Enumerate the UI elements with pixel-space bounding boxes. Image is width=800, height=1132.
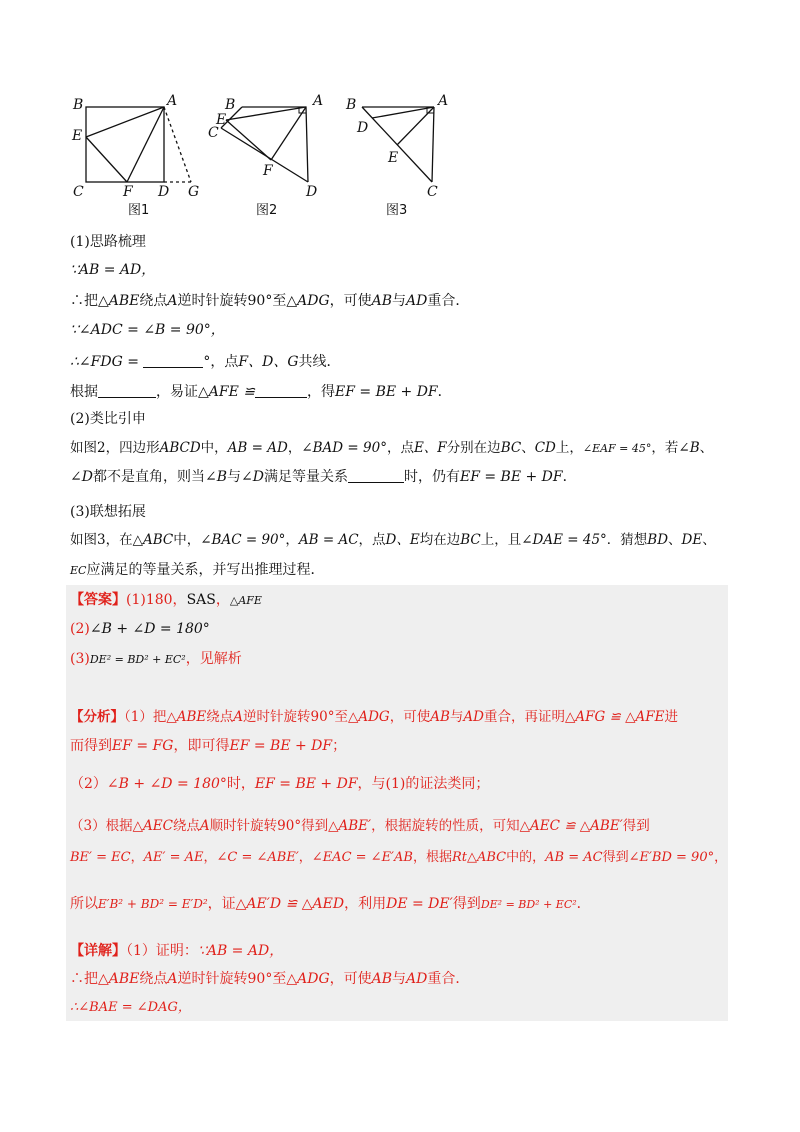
math: AB = AC: [545, 850, 603, 865]
math: ∠EAC = ∠E′AB: [311, 850, 413, 865]
part3-title: [70, 501, 146, 523]
text: ，: [714, 850, 728, 865]
math: DE: [681, 532, 703, 548]
text: 中，: [200, 440, 228, 456]
text: 绕点: [139, 971, 168, 987]
text: 与: [392, 971, 407, 987]
text: 、: [521, 440, 535, 456]
math: CD: [534, 440, 556, 456]
text: 上，: [555, 440, 583, 456]
part1-line1-text: ∵AB = AD，: [70, 262, 156, 278]
analysis-line1: [70, 706, 678, 728]
answer-blank: [255, 383, 307, 398]
math: △ADG: [347, 709, 390, 725]
math: DE = DE′: [386, 896, 453, 912]
text: 至: [272, 293, 287, 309]
math: AD: [406, 293, 428, 309]
text: 绕点: [172, 818, 200, 834]
text: 逆时针旋转: [177, 971, 248, 987]
fig2-point-A: A: [313, 93, 324, 109]
part1-line1: [70, 259, 155, 281]
text: 顺时针旋转: [209, 818, 278, 834]
text: ，可使: [329, 971, 372, 987]
answer-blank: [143, 353, 203, 368]
part2-title: [70, 408, 146, 430]
text: 重合．: [427, 971, 470, 987]
math: BE′ = EC: [70, 850, 131, 865]
text: ，证: [207, 896, 236, 912]
math: DE² = BD² + EC²: [89, 653, 186, 666]
text: 得到: [301, 818, 329, 834]
figure-1: [86, 107, 191, 182]
fig2-point-E: E: [216, 112, 227, 128]
math: EF = BE + DF: [254, 776, 358, 792]
text: 时，仍有: [403, 469, 460, 485]
text: 根据: [70, 384, 98, 400]
math: △AFE: [229, 594, 262, 607]
math: AD: [463, 709, 484, 725]
math: ∠B + ∠D = 180°: [89, 621, 210, 637]
text: ．: [437, 384, 452, 400]
math: △AEC: [132, 818, 173, 834]
text: 而得到: [70, 738, 112, 754]
text: ，: [285, 532, 299, 548]
part2-line1: [70, 437, 713, 460]
fig3-point-E: E: [388, 150, 399, 166]
text: ，点: [358, 532, 386, 548]
analysis-line3: [70, 773, 489, 795]
math: EC: [70, 564, 87, 577]
math: ∠D: [241, 469, 264, 485]
math: ∠BAD = 90°: [301, 440, 387, 456]
part3-line1: [70, 529, 716, 551]
text: 得到: [602, 850, 629, 865]
math: ∵AB = AD，: [197, 943, 284, 959]
text: （1）证明：: [126, 943, 198, 959]
math: A: [233, 709, 244, 725]
math: BC: [500, 440, 522, 456]
text: (3): [70, 651, 90, 667]
text: 的证法类同；: [405, 776, 490, 792]
text: ，得: [307, 384, 335, 400]
text: ，根据: [412, 850, 452, 865]
text: ，若: [651, 440, 679, 456]
math: ∠B + ∠D = 180°: [106, 776, 227, 792]
detail-line1: [70, 940, 283, 962]
text: 、: [668, 532, 682, 548]
fig2-label: 图2: [256, 203, 278, 218]
fig3-point-D: D: [357, 120, 369, 136]
text: ，利用: [344, 896, 387, 912]
analysis-line4: [70, 815, 650, 837]
text: 共线．: [298, 354, 341, 370]
math: △AFG ≌ △AFE: [564, 709, 665, 725]
text: 中的，: [506, 850, 546, 865]
figure-3: [362, 107, 434, 182]
math: ∴∠BAE = ∠DAG，: [70, 1000, 191, 1015]
text: 进: [664, 709, 678, 725]
text: ，: [298, 850, 312, 865]
text: 分别在边: [446, 440, 501, 456]
part1-line5: [70, 381, 452, 403]
math: EF = BE + DF: [335, 384, 438, 400]
figures-svg: [70, 90, 470, 220]
math: △ABE: [98, 293, 140, 309]
text: ．: [562, 469, 577, 485]
math: EF = BE + DF: [459, 469, 563, 485]
math: ABCD: [159, 440, 201, 456]
fig2-segment-EF: [226, 120, 271, 160]
text: ，根据旋转的性质，可知: [371, 818, 520, 834]
math: A: [167, 971, 178, 987]
math: F、D、G: [238, 354, 299, 370]
text: (1)180，: [126, 592, 187, 608]
math: ∠D: [70, 469, 93, 485]
text: ，可使: [389, 709, 431, 725]
math: ∠BAC = 90°: [200, 532, 286, 548]
text: 至: [272, 971, 287, 987]
text: 所以: [70, 896, 98, 912]
part1-title: [70, 231, 146, 253]
math: ∠B: [678, 440, 700, 456]
text: ，点: [386, 440, 414, 456]
fig2-segment-FA: [271, 107, 306, 160]
math: AB: [371, 971, 393, 987]
fig3-point-C: C: [427, 184, 438, 200]
math: △ADG: [286, 971, 330, 987]
math: △ABE: [166, 709, 207, 725]
math: E、F: [413, 440, 447, 456]
math: ∠B: [204, 469, 227, 485]
text: 如图2，四边形: [70, 440, 160, 456]
fig1-point-D: D: [158, 184, 170, 200]
fig1-point-B: B: [73, 97, 84, 113]
math: E′B² + BD² = E′D²: [98, 897, 208, 911]
math: AB: [371, 293, 393, 309]
fig1-point-F: F: [123, 184, 133, 200]
text: 与: [392, 293, 407, 309]
text: 绕点: [139, 293, 168, 309]
math: AE′ = AE: [143, 850, 204, 865]
fig1-segment-AG: [164, 107, 191, 182]
fig1-segment-FA: [127, 107, 164, 182]
text: ．猜想: [606, 532, 648, 548]
answer-line3: [70, 648, 242, 671]
math: DE² = BD² + EC²: [480, 898, 577, 911]
fig1-point-A: A: [167, 93, 178, 109]
math: △AFE ≌: [198, 384, 255, 400]
part1-line2: [70, 290, 469, 312]
math: ∠C = ∠ABE′: [216, 850, 299, 865]
math: 90°: [310, 709, 335, 725]
text: ∴把: [70, 293, 98, 309]
math: △AEC ≌ △ABE′: [519, 818, 623, 834]
text: ，与: [357, 776, 386, 792]
math: AB: [430, 709, 450, 725]
math: ∠EAF = 45°: [582, 442, 652, 455]
part1-line3: [70, 319, 225, 341]
figures: [70, 90, 470, 220]
answer-blank: [98, 383, 156, 398]
fig2-point-B: B: [225, 97, 236, 113]
fig3-point-A: A: [438, 93, 449, 109]
math: △ADG: [286, 293, 330, 309]
math: EF = BE + DF: [229, 738, 333, 754]
analysis-line5: [70, 847, 727, 869]
math: 90°: [247, 293, 273, 309]
math: AD: [406, 971, 428, 987]
text: （3）根据: [70, 818, 133, 834]
text: 满足等量关系: [263, 469, 348, 485]
answer-line1: [70, 589, 262, 612]
text: 中，: [173, 532, 201, 548]
math: BD: [647, 532, 669, 548]
text: ∴把: [70, 971, 98, 987]
fig1-point-E: E: [72, 128, 83, 144]
text: 逆时针旋转: [243, 709, 311, 725]
text: ；: [332, 738, 347, 754]
math: AB = AC: [298, 532, 359, 548]
answer-tag: 【答案】: [70, 592, 126, 608]
part3-title-text: (3)联想拓展: [70, 504, 146, 520]
fig2-point-C: C: [208, 125, 219, 141]
text: 、: [699, 440, 714, 456]
math: A: [199, 818, 210, 834]
text: ，可使: [329, 293, 372, 309]
text: ，易证: [156, 384, 198, 400]
text: 绕点: [206, 709, 234, 725]
math: A: [167, 293, 178, 309]
math: (1): [385, 776, 406, 792]
math: 90°: [247, 971, 273, 987]
text: （2）: [70, 776, 107, 792]
text: ，: [215, 592, 230, 608]
detail-line2: [70, 968, 469, 990]
text: 得到: [622, 818, 650, 834]
math: ∠E′BD = 90°: [628, 850, 715, 865]
text: 逆时针旋转: [177, 293, 248, 309]
math: △ABE: [98, 971, 140, 987]
text: ，: [203, 850, 217, 865]
fig1-segment-EF: [86, 137, 127, 182]
math: ∴∠FDG =: [70, 354, 139, 370]
math: ∠DAE = 45°: [521, 532, 607, 548]
text: 得到: [452, 896, 481, 912]
text: SAS: [186, 592, 216, 608]
part2-line2: [70, 466, 577, 488]
text: 重合．: [427, 293, 470, 309]
text: (2): [70, 621, 90, 637]
text: 应满足的等量关系，并写出推理过程．: [86, 562, 325, 578]
math: △AE′D ≌ △AED: [235, 896, 345, 912]
text: 都不是直角，则当: [92, 469, 205, 485]
answer-line2: [70, 618, 210, 640]
analysis-line2: [70, 735, 346, 757]
fig2-point-F: F: [263, 163, 273, 179]
fig2-segment-EA: [226, 107, 306, 120]
fig1-label: 图1: [128, 203, 150, 218]
text: 均在边: [419, 532, 461, 548]
text: 重合，再证明: [483, 709, 565, 725]
text: ，见解析: [185, 651, 242, 667]
detail-tag: 【详解】: [70, 943, 126, 959]
text: ．: [576, 896, 591, 912]
text: °，点: [203, 354, 239, 370]
part1-line4: [70, 351, 341, 373]
fig1-point-G: G: [188, 184, 200, 200]
detail-line3: [70, 997, 191, 1019]
analysis-line6: [70, 893, 591, 916]
text: ，: [287, 440, 302, 456]
fig1-point-C: C: [73, 184, 84, 200]
text: 时，: [226, 776, 255, 792]
fig1-segment-EA: [86, 107, 164, 137]
text: ，: [130, 850, 144, 865]
math: △ABC: [132, 532, 174, 548]
part2-title-text: (2)类比引申: [70, 411, 146, 427]
text: 、: [702, 532, 716, 548]
fig3-segment-AC: [432, 107, 434, 182]
math: AB = AD: [227, 440, 288, 456]
text: 上，且: [480, 532, 522, 548]
analysis-tag: 【分析】: [70, 709, 124, 725]
answer-blank: [348, 468, 404, 483]
math: Rt△ABC: [451, 850, 507, 865]
text: （1）把: [124, 709, 167, 725]
math: 90°: [277, 818, 302, 834]
math: EF = FG: [112, 738, 174, 754]
part3-line2: [70, 559, 324, 582]
text: 与: [227, 469, 241, 485]
fig3-label: 图3: [386, 203, 408, 218]
math: D、E: [385, 532, 420, 548]
part1-line3-text: ∵∠ADC = ∠B = 90°，: [70, 322, 225, 338]
math: BC: [460, 532, 481, 548]
text: 与: [449, 709, 464, 725]
fig3-point-B: B: [346, 97, 357, 113]
fig2-point-D: D: [306, 184, 318, 200]
fig1-square: [86, 107, 164, 182]
text: ，即可得: [173, 738, 230, 754]
part1-title-text: (1)思路梳理: [70, 234, 146, 250]
text: 至: [334, 709, 348, 725]
math: △ABE′: [328, 818, 372, 834]
text: 如图3，在: [70, 532, 133, 548]
